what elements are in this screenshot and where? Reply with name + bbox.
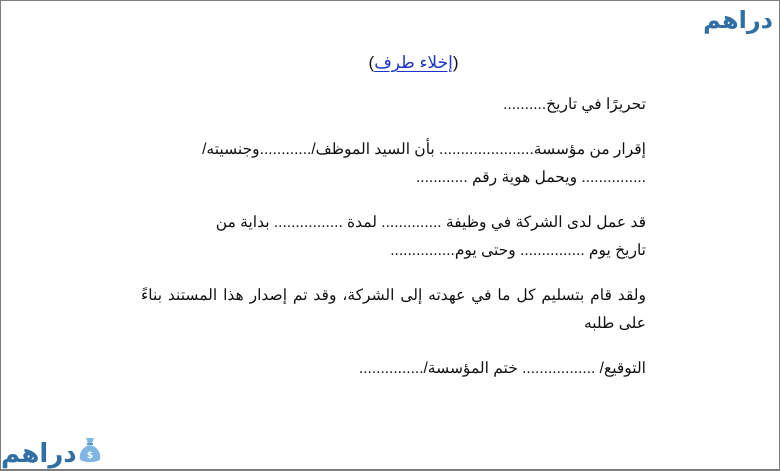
site-logo-bottom[interactable] bbox=[1, 431, 101, 467]
employment-paragraph bbox=[141, 209, 646, 265]
declaration-line-2: ............... ويحمل هوية رقم ............ bbox=[415, 169, 646, 186]
svg-text:$: $ bbox=[86, 451, 93, 461]
title-paren-open: ( bbox=[452, 53, 459, 72]
employment-line-1: قد عمل لدى الشركة في وظيفة .............. لمدة ................ بداية من bbox=[215, 214, 646, 231]
document-body bbox=[141, 49, 646, 400]
money-bag-icon bbox=[77, 435, 103, 465]
employment-line-2: تاريخ يوم ............... وحتى يوم............... bbox=[390, 242, 646, 259]
declaration-paragraph bbox=[141, 136, 646, 192]
date-line: تحريرًا في تاريخ.......... bbox=[503, 96, 646, 113]
signature-line: التوقيع/ ................. ختم المؤسسة/............... bbox=[358, 360, 646, 377]
site-logo-top[interactable] bbox=[703, 5, 773, 35]
logo-text: دراهم bbox=[1, 439, 77, 469]
declaration-line-1: إقرار من مؤسسة...................... بأن السيد الموظف/............وجنسيته/ bbox=[202, 141, 646, 158]
logo-text: دراهم bbox=[703, 6, 773, 34]
clearance-paragraph: ولقد قام بتسليم كل ما في عهدته إلى الشركة، وقد تم إصدار هذا المستند بناءً على طلبه bbox=[141, 287, 646, 332]
title-link[interactable]: إخلاء طرف bbox=[374, 53, 453, 72]
document-title bbox=[181, 49, 646, 77]
title-paren-close: ) bbox=[368, 53, 375, 72]
